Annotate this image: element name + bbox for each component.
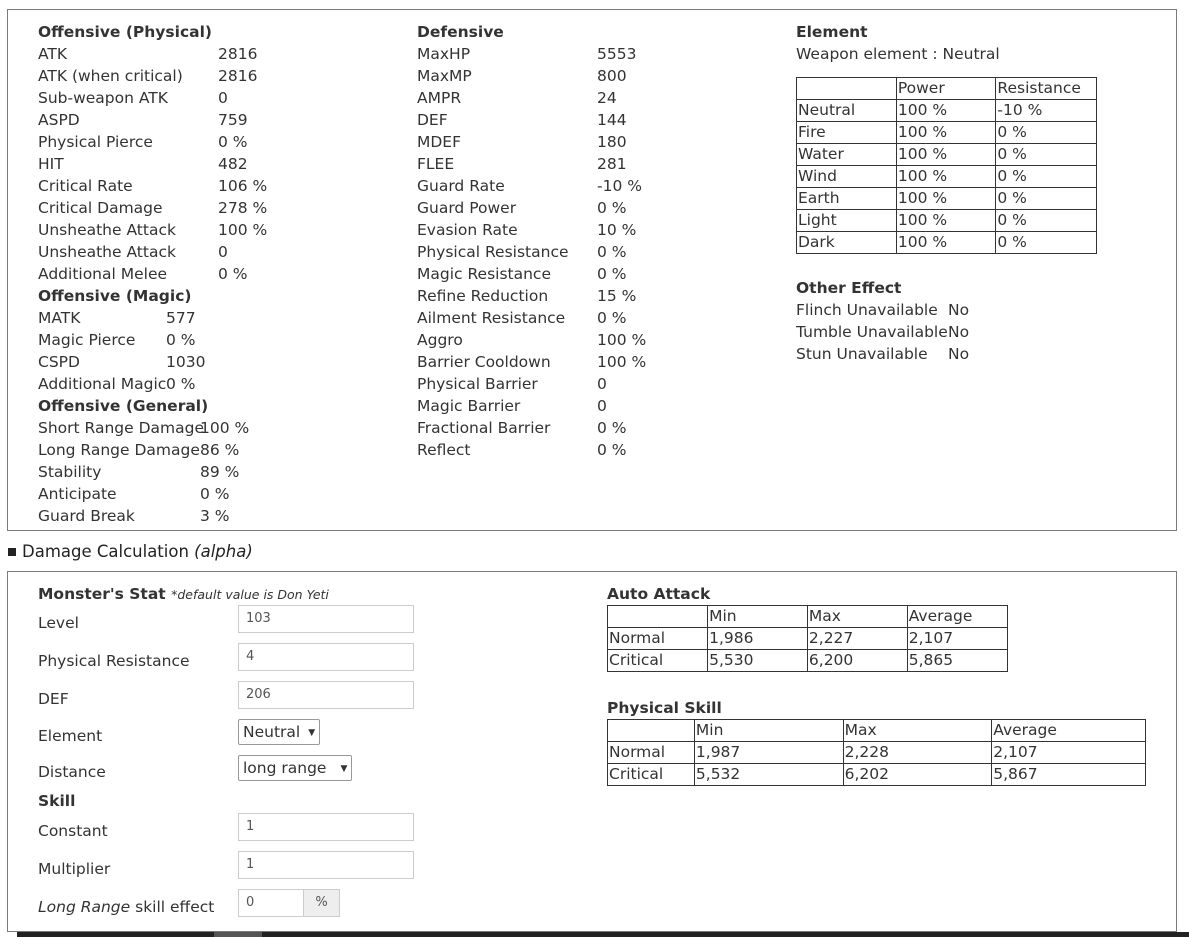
table-cell: 0 % (996, 188, 1097, 210)
stat-value: 577 (166, 309, 196, 327)
other-effect-header: Other Effect (796, 279, 902, 297)
element-table (796, 77, 1097, 254)
table-cell: Light (797, 210, 897, 232)
stat-label: Long Range Damage (38, 441, 200, 459)
stat-row (38, 373, 398, 395)
stat-row (796, 299, 1166, 321)
table-header-cell: Resistance (996, 78, 1097, 100)
stat-value: 759 (218, 111, 248, 129)
stat-row (417, 197, 777, 219)
offensive-general-list (38, 417, 398, 527)
damage-calculation-title (8, 539, 253, 565)
stat-row (38, 329, 398, 351)
stat-row (38, 483, 398, 505)
stat-value: 100 % (597, 331, 647, 349)
table-row (608, 742, 1146, 764)
offensive-general-header: Offensive (General) (38, 397, 209, 415)
horizontal-scrollbar[interactable] (17, 932, 1189, 937)
stat-row (417, 109, 777, 131)
stat-label: MaxHP (417, 45, 471, 63)
stat-row (417, 417, 777, 439)
table-header-cell: Min (708, 606, 808, 628)
stat-label: Guard Break (38, 507, 135, 525)
stat-value: 144 (597, 111, 627, 129)
stat-value: 0 (597, 397, 607, 415)
table-cell: 0 % (996, 122, 1097, 144)
stat-value: 100 % (218, 221, 268, 239)
stat-value: No (948, 345, 970, 363)
stat-value: 100 % (200, 419, 250, 437)
stat-label: ASPD (38, 111, 80, 129)
stat-row (417, 285, 777, 307)
stat-value: 0 % (597, 243, 627, 261)
stat-label: Barrier Cooldown (417, 353, 551, 371)
stat-label: Critical Rate (38, 177, 133, 195)
element-select[interactable] (238, 719, 320, 745)
scrollbar-thumb[interactable] (214, 932, 262, 937)
long-range-effect-input[interactable]: 0 (238, 889, 304, 917)
stat-row (417, 65, 777, 87)
offensive-physical-header: Offensive (Physical) (38, 23, 212, 41)
stat-label: CSPD (38, 353, 80, 371)
offensive-column (38, 21, 398, 527)
table-row (797, 188, 1097, 210)
dropdown-arrow-icon: ▼ (308, 728, 316, 738)
stat-value: 0 % (597, 419, 627, 437)
table-cell: 0 % (996, 166, 1097, 188)
table-row (797, 166, 1097, 188)
table-cell: 6,202 (843, 764, 992, 786)
stat-row (796, 343, 1166, 365)
stat-label: Magic Barrier (417, 397, 521, 415)
table-cell: 1,986 (708, 628, 808, 650)
stat-row (417, 351, 777, 373)
offensive-magic-list (38, 307, 398, 395)
distance-select-value: long range (243, 759, 327, 777)
table-cell: 2,107 (907, 628, 1007, 650)
table-cell: Water (797, 144, 897, 166)
table-cell: 100 % (896, 100, 996, 122)
stat-row (38, 307, 398, 329)
stat-label: Sub-weapon ATK (38, 89, 168, 107)
stat-label: Tumble Unavailable (796, 323, 948, 341)
stat-row (417, 131, 777, 153)
stat-label: FLEE (417, 155, 455, 173)
table-row (608, 628, 1008, 650)
table-header-cell: Max (807, 606, 907, 628)
stat-value: 278 % (218, 199, 268, 217)
stat-value: 281 (597, 155, 627, 173)
stat-label: Evasion Rate (417, 221, 518, 239)
stat-label: Stability (38, 463, 102, 481)
table-cell: 2,228 (843, 742, 992, 764)
element-column (796, 21, 1166, 365)
table-cell: 0 % (996, 144, 1097, 166)
table-cell: 100 % (896, 188, 996, 210)
stat-value: 0 % (597, 309, 627, 327)
stat-row (417, 153, 777, 175)
stat-row (417, 87, 777, 109)
level-input[interactable]: 103 (238, 605, 414, 633)
damage-calculation-title-text: Damage Calculation (22, 542, 189, 561)
monster-stat-note: *default value is Don Yeti (171, 587, 329, 602)
stat-value: 89 % (200, 463, 240, 481)
table-row (608, 764, 1146, 786)
stat-row (417, 329, 777, 351)
stat-row (417, 439, 777, 461)
def-input[interactable]: 206 (238, 681, 414, 709)
distance-select[interactable] (238, 755, 352, 781)
stat-label: Physical Barrier (417, 375, 538, 393)
stat-value: 0 (218, 243, 228, 261)
stat-label: Reflect (417, 441, 471, 459)
stat-label: DEF (417, 111, 448, 129)
table-header-cell: Power (896, 78, 996, 100)
stat-label: Stun Unavailable (796, 345, 928, 363)
stat-label: Ailment Resistance (417, 309, 566, 327)
stat-value: 100 % (597, 353, 647, 371)
stat-value: 2816 (218, 45, 258, 63)
table-cell: 0 % (996, 210, 1097, 232)
stat-label: Guard Rate (417, 177, 505, 195)
stat-row (417, 395, 777, 417)
stat-value: -10 % (597, 177, 642, 195)
table-header-cell: Min (694, 720, 843, 742)
stat-label: Aggro (417, 331, 463, 349)
table-row (797, 100, 1097, 122)
stat-value: 86 % (200, 441, 240, 459)
offensive-magic-header: Offensive (Magic) (38, 287, 192, 305)
stat-label: ATK (38, 45, 68, 63)
stat-row (38, 109, 398, 131)
stat-label: Flinch Unavailable (796, 301, 938, 319)
skill-header: Skill (38, 792, 76, 810)
stat-label: Anticipate (38, 485, 117, 503)
multiplier-label: Multiplier (38, 860, 111, 878)
level-label: Level (38, 614, 79, 632)
stat-label: Guard Power (417, 199, 517, 217)
long-range-label-italic: Long Range (38, 898, 131, 916)
table-cell: Fire (797, 122, 897, 144)
percent-addon: % (303, 889, 340, 917)
table-cell: -10 % (996, 100, 1097, 122)
table-cell: 100 % (896, 122, 996, 144)
stat-label: MATK (38, 309, 81, 327)
stat-label: Physical Pierce (38, 133, 153, 151)
stat-row (38, 439, 398, 461)
stat-row (38, 461, 398, 483)
stat-row (38, 175, 398, 197)
long-range-label-rest: skill effect (130, 898, 215, 916)
stat-value: 0 % (597, 199, 627, 217)
stat-value: 0 (218, 89, 228, 107)
other-effect-list (796, 299, 1166, 365)
stat-value: 0 % (597, 265, 627, 283)
table-cell: 5,865 (907, 650, 1007, 672)
distance-label: Distance (38, 763, 106, 781)
defensive-list (417, 43, 777, 461)
stat-value: 0 % (597, 441, 627, 459)
table-cell: Earth (797, 188, 897, 210)
stat-row (38, 65, 398, 87)
stat-label: Magic Resistance (417, 265, 551, 283)
square-bullet-icon (8, 548, 16, 556)
table-row (608, 650, 1008, 672)
table-row (797, 210, 1097, 232)
stat-value: 0 % (218, 133, 248, 151)
table-header-row (608, 606, 1008, 628)
table-cell: 5,530 (708, 650, 808, 672)
stat-row (38, 351, 398, 373)
stat-row (38, 505, 398, 527)
stat-row (38, 263, 398, 285)
long-range-effect-label (38, 896, 214, 918)
stat-row (38, 417, 398, 439)
table-cell: 2,227 (807, 628, 907, 650)
stat-row (417, 241, 777, 263)
stat-value: No (948, 301, 970, 319)
stat-value: 0 % (166, 375, 196, 393)
table-header-cell: Max (843, 720, 992, 742)
auto-attack-header: Auto Attack (607, 585, 711, 603)
monster-stat-title: Monster's Stat (38, 585, 166, 603)
stat-value: 10 % (597, 221, 637, 239)
damage-calculation-panel (7, 571, 1177, 932)
table-cell: 100 % (896, 210, 996, 232)
stat-value: 0 % (218, 265, 248, 283)
stat-row (38, 153, 398, 175)
physical-resistance-label: Physical Resistance (38, 652, 190, 670)
table-header-row (797, 78, 1097, 100)
stat-label: MDEF (417, 133, 462, 151)
stat-row (417, 307, 777, 329)
stat-value: 0 % (200, 485, 230, 503)
stat-label: Physical Resistance (417, 243, 569, 261)
stat-value: 2816 (218, 67, 258, 85)
physical-resistance-input[interactable]: 4 (238, 643, 414, 671)
stat-value: No (948, 323, 970, 341)
stat-value: 106 % (218, 177, 268, 195)
stat-value: 3 % (200, 507, 230, 525)
table-cell: Dark (797, 232, 897, 254)
stat-label: AMPR (417, 89, 462, 107)
stat-row (38, 219, 398, 241)
stat-row (38, 43, 398, 65)
dropdown-arrow-icon: ▼ (340, 764, 348, 774)
def-label: DEF (38, 690, 69, 708)
stat-row (38, 197, 398, 219)
table-header-cell: Average (992, 720, 1146, 742)
physical-skill-table (607, 719, 1146, 786)
element-select-value: Neutral (243, 723, 301, 741)
stat-label: MaxMP (417, 67, 472, 85)
stat-label: Refine Reduction (417, 287, 549, 305)
stat-value: 482 (218, 155, 248, 173)
table-cell: 0 % (996, 232, 1097, 254)
table-row (797, 122, 1097, 144)
constant-input[interactable]: 1 (238, 813, 414, 841)
stat-row (417, 43, 777, 65)
table-row (797, 232, 1097, 254)
defensive-column (417, 21, 777, 461)
table-header-cell (608, 606, 708, 628)
stat-value: 180 (597, 133, 627, 151)
stat-value: 1030 (166, 353, 206, 371)
stat-value: 0 (597, 375, 607, 393)
stat-row (417, 175, 777, 197)
physical-skill-header: Physical Skill (607, 699, 722, 717)
table-cell: 5,867 (992, 764, 1146, 786)
table-header-cell (608, 720, 695, 742)
element-label: Element (38, 727, 103, 745)
table-cell: 100 % (896, 166, 996, 188)
stat-row (796, 321, 1166, 343)
constant-label: Constant (38, 822, 108, 840)
stat-row (417, 373, 777, 395)
stat-label: HIT (38, 155, 64, 173)
stat-label: Additional Melee (38, 265, 168, 283)
stat-value: 800 (597, 67, 627, 85)
stat-value: 0 % (166, 331, 196, 349)
table-row (797, 144, 1097, 166)
table-cell: 6,200 (807, 650, 907, 672)
defensive-header: Defensive (417, 23, 504, 41)
stat-label: Additional Magic (38, 375, 167, 393)
stat-row (38, 87, 398, 109)
table-header-cell (797, 78, 897, 100)
multiplier-input[interactable]: 1 (238, 851, 414, 879)
stat-value: 24 (597, 89, 617, 107)
stat-label: Fractional Barrier (417, 419, 551, 437)
table-cell: 2,107 (992, 742, 1146, 764)
stat-label: Unsheathe Attack (38, 243, 176, 261)
stat-value: 15 % (597, 287, 637, 305)
table-cell: Normal (608, 742, 695, 764)
table-header-row (608, 720, 1146, 742)
stats-panel (7, 9, 1177, 531)
stat-row (417, 263, 777, 285)
table-cell: 100 % (896, 232, 996, 254)
offensive-physical-list (38, 43, 398, 285)
alpha-tag: (alpha) (194, 542, 253, 561)
stat-row (417, 219, 777, 241)
stat-label: Critical Damage (38, 199, 163, 217)
stat-label: Short Range Damage (38, 419, 204, 437)
table-header-cell: Average (907, 606, 1007, 628)
stat-row (38, 131, 398, 153)
monster-stat-header (38, 583, 329, 605)
table-cell: 5,532 (694, 764, 843, 786)
table-cell: Normal (608, 628, 708, 650)
table-cell: Critical (608, 650, 708, 672)
element-header: Element (796, 23, 868, 41)
stat-label: Unsheathe Attack (38, 221, 176, 239)
stat-label: ATK (when critical) (38, 67, 183, 85)
stat-label: Magic Pierce (38, 331, 136, 349)
table-cell: Neutral (797, 100, 897, 122)
table-cell: Critical (608, 764, 695, 786)
stat-value: 5553 (597, 45, 637, 63)
table-cell: 100 % (896, 144, 996, 166)
weapon-element: Weapon element : Neutral (796, 45, 1000, 63)
table-cell: 1,987 (694, 742, 843, 764)
stat-row (38, 241, 398, 263)
auto-attack-table (607, 605, 1008, 672)
table-cell: Wind (797, 166, 897, 188)
